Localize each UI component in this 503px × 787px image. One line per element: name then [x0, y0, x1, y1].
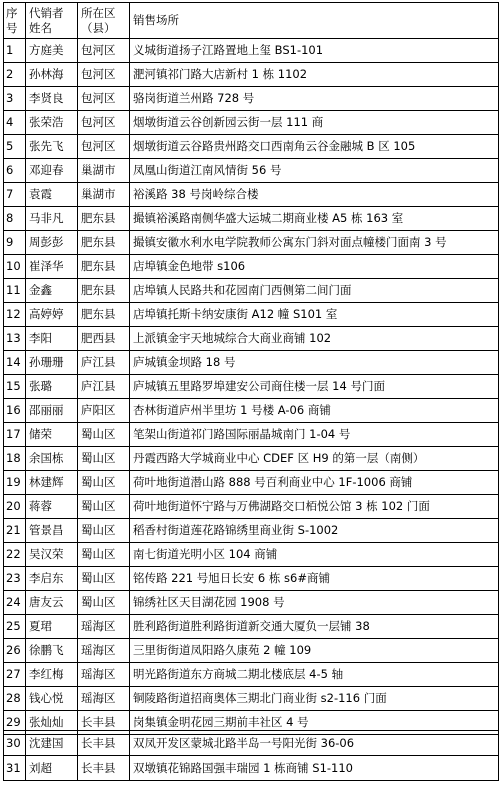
table-row	[4, 303, 499, 327]
seller-name: 李红梅	[26, 663, 78, 687]
table-row	[4, 183, 499, 207]
table-row	[4, 471, 499, 495]
sales-location: 锦绣社区天目湖花园 1908 号	[130, 591, 499, 615]
table-row	[4, 663, 499, 687]
district: 包河区	[78, 39, 130, 63]
row-number: 23	[4, 567, 26, 591]
district: 蜀山区	[78, 567, 130, 591]
district: 巢湖市	[78, 183, 130, 207]
seller-name: 林建辉	[26, 471, 78, 495]
sales-location: 丹霞西路大学城商业中心 CDEF 区 H9 的第一层（南侧）	[130, 447, 499, 471]
table-row	[4, 207, 499, 231]
table-row	[4, 731, 499, 756]
table-row	[4, 39, 499, 63]
sales-location: 义城街道扬子江路置地上玺 BS1-101	[130, 39, 499, 63]
sales-location: 笔架山街道祁门路国际丽晶城南门 1-04 号	[130, 423, 499, 447]
sales-location: 双凤开发区蒙城北路半岛一号阳光街 36-06	[130, 731, 499, 756]
district: 蜀山区	[78, 591, 130, 615]
table-row	[4, 639, 499, 663]
sales-location: 店埠镇托斯卡纳安康街 A12 幢 S101 室	[130, 303, 499, 327]
header-area: 所在区（县）	[78, 3, 130, 39]
table-row	[4, 87, 499, 111]
seller-name: 金鑫	[26, 279, 78, 303]
row-number: 19	[4, 471, 26, 495]
district: 蜀山区	[78, 519, 130, 543]
seller-name: 沈建国	[26, 731, 78, 756]
row-number: 1	[4, 39, 26, 63]
seller-name: 邵丽丽	[26, 399, 78, 423]
seller-name: 管景昌	[26, 519, 78, 543]
seller-name: 钱心悦	[26, 687, 78, 711]
table-row	[4, 255, 499, 279]
sales-location: 荷叶地街道怀宁路与万佛湖路交口栢悦公馆 3 栋 102 门面	[130, 495, 499, 519]
seller-name: 周彭彭	[26, 231, 78, 255]
table-row	[4, 159, 499, 183]
table-row	[4, 615, 499, 639]
seller-name: 唐友云	[26, 591, 78, 615]
table-row	[4, 519, 499, 543]
row-number: 13	[4, 327, 26, 351]
row-number: 31	[4, 756, 26, 781]
sales-location: 庐城镇金坝路 18 号	[130, 351, 499, 375]
sales-location: 稻香村街道莲花路锦绣里商业街 S-1002	[130, 519, 499, 543]
row-number: 21	[4, 519, 26, 543]
sales-location: 上派镇金宇天地城综合大商业商铺 102	[130, 327, 499, 351]
sales-location: 店埠镇人民路共和花园南门西侧第二间门面	[130, 279, 499, 303]
district: 肥东县	[78, 207, 130, 231]
seller-name: 袁霞	[26, 183, 78, 207]
row-number: 11	[4, 279, 26, 303]
sales-outlet-table-body	[4, 3, 499, 735]
sales-location: 三里街街道凤阳路久康苑 2 幢 109	[130, 639, 499, 663]
seller-name: 崔泽华	[26, 255, 78, 279]
seller-name: 李启东	[26, 567, 78, 591]
seller-name: 李阳	[26, 327, 78, 351]
sales-location: 撮镇裕溪路南侧华盛大运城二期商业楼 A5 栋 163 室	[130, 207, 499, 231]
table-row	[4, 375, 499, 399]
seller-name: 方庭美	[26, 39, 78, 63]
table-row	[4, 135, 499, 159]
district: 肥东县	[78, 231, 130, 255]
sales-location: 店埠镇金色地带 s106	[130, 255, 499, 279]
row-number: 25	[4, 615, 26, 639]
district: 蜀山区	[78, 471, 130, 495]
district: 蜀山区	[78, 447, 130, 471]
seller-name: 蒋蓉	[26, 495, 78, 519]
sales-location: 胜利路街道胜利路街道新交通大厦负一层铺 38	[130, 615, 499, 639]
table-row	[4, 423, 499, 447]
district: 瑶海区	[78, 639, 130, 663]
table-row	[4, 543, 499, 567]
row-number: 17	[4, 423, 26, 447]
seller-name: 夏珺	[26, 615, 78, 639]
sales-location: 铜陵路街道招商奥体三期北门商业街 s2-116 门面	[130, 687, 499, 711]
sales-location: 铭传路 221 号旭日长安 6 栋 s6#商铺	[130, 567, 499, 591]
table-row	[4, 351, 499, 375]
sales-location: 南七街道光明小区 104 商铺	[130, 543, 499, 567]
sales-location: 淝河镇祁门路大店新村 1 栋 1102	[130, 63, 499, 87]
table-row	[4, 495, 499, 519]
district: 肥东县	[78, 255, 130, 279]
seller-name: 余国栋	[26, 447, 78, 471]
header-name: 代销者姓名	[26, 3, 78, 39]
table-row	[4, 327, 499, 351]
row-number: 9	[4, 231, 26, 255]
district: 长丰县	[78, 756, 130, 781]
seller-name: 储荣	[26, 423, 78, 447]
row-number: 22	[4, 543, 26, 567]
sales-location: 骆岗街道兰州路 728 号	[130, 87, 499, 111]
district: 包河区	[78, 87, 130, 111]
row-number: 30	[4, 731, 26, 756]
row-number: 8	[4, 207, 26, 231]
row-number: 5	[4, 135, 26, 159]
district: 庐江县	[78, 375, 130, 399]
row-number: 20	[4, 495, 26, 519]
seller-name: 高婷婷	[26, 303, 78, 327]
sales-location: 岗集镇金明花园三期前丰社区 4 号	[130, 711, 499, 735]
table-row	[4, 447, 499, 471]
row-number: 12	[4, 303, 26, 327]
row-number: 2	[4, 63, 26, 87]
district: 长丰县	[78, 731, 130, 756]
district: 包河区	[78, 111, 130, 135]
row-number: 15	[4, 375, 26, 399]
sales-location: 荷叶地街道潜山路 888 号百利商业中心 1F-1006 商铺	[130, 471, 499, 495]
table-row	[4, 756, 499, 781]
table-row	[4, 399, 499, 423]
sales-outlet-table-continued-body	[4, 731, 499, 781]
seller-name: 张灿灿	[26, 711, 78, 735]
district: 肥东县	[78, 303, 130, 327]
table-row	[4, 591, 499, 615]
sales-location: 裕溪路 38 号岗岭综合楼	[130, 183, 499, 207]
district: 蜀山区	[78, 423, 130, 447]
district: 蜀山区	[78, 543, 130, 567]
seller-name: 张先飞	[26, 135, 78, 159]
sales-location: 双墩镇花锦路国强丰瑞园 1 栋商铺 S1-110	[130, 756, 499, 781]
district: 肥西县	[78, 327, 130, 351]
table-row	[4, 279, 499, 303]
row-number: 14	[4, 351, 26, 375]
sales-location: 杏林街道庐州半里坊 1 号楼 A-06 商铺	[130, 399, 499, 423]
sales-outlet-table	[3, 2, 499, 735]
sales-location: 烟墩街道云谷路贵州路交口西南角云谷金融城 B 区 105	[130, 135, 499, 159]
table-row	[4, 63, 499, 87]
district: 庐江县	[78, 351, 130, 375]
row-number: 7	[4, 183, 26, 207]
seller-name: 吴汉荣	[26, 543, 78, 567]
district: 瑶海区	[78, 663, 130, 687]
header-row	[4, 3, 499, 39]
row-number: 28	[4, 687, 26, 711]
row-number: 24	[4, 591, 26, 615]
sales-location: 撮镇安徽水利水电学院教师公寓东门斜对面点幢楼门面南 3 号	[130, 231, 499, 255]
row-number: 6	[4, 159, 26, 183]
seller-name: 张荣浩	[26, 111, 78, 135]
table-row	[4, 687, 499, 711]
sales-location: 烟墩街道云谷创新园云街一层 111 商	[130, 111, 499, 135]
table-row	[4, 111, 499, 135]
seller-name: 李贤良	[26, 87, 78, 111]
row-number: 10	[4, 255, 26, 279]
district: 包河区	[78, 135, 130, 159]
seller-name: 马非凡	[26, 207, 78, 231]
district: 蜀山区	[78, 495, 130, 519]
sales-location: 庐城镇五里路罗埠建安公司商住楼一层 14 号门面	[130, 375, 499, 399]
seller-name: 邓迎春	[26, 159, 78, 183]
sales-location: 凤凰山街道江南风情街 56 号	[130, 159, 499, 183]
header-no: 序号	[4, 3, 26, 39]
row-number: 4	[4, 111, 26, 135]
header-place: 销售场所	[130, 3, 499, 39]
row-number: 3	[4, 87, 26, 111]
table-row	[4, 567, 499, 591]
table-row	[4, 231, 499, 255]
seller-name: 刘超	[26, 756, 78, 781]
row-number: 16	[4, 399, 26, 423]
district: 庐阳区	[78, 399, 130, 423]
seller-name: 徐鹏飞	[26, 639, 78, 663]
district: 包河区	[78, 63, 130, 87]
seller-name: 孙珊珊	[26, 351, 78, 375]
row-number: 27	[4, 663, 26, 687]
sales-location: 明光路街道东方商城二期北楼底层 4-5 轴	[130, 663, 499, 687]
row-number: 29	[4, 711, 26, 735]
district: 瑶海区	[78, 615, 130, 639]
seller-name: 孙林海	[26, 63, 78, 87]
sales-outlet-table-continued	[3, 730, 499, 781]
district: 瑶海区	[78, 687, 130, 711]
district: 巢湖市	[78, 159, 130, 183]
row-number: 26	[4, 639, 26, 663]
row-number: 18	[4, 447, 26, 471]
seller-name: 张璐	[26, 375, 78, 399]
district: 肥东县	[78, 279, 130, 303]
district: 长丰县	[78, 711, 130, 735]
